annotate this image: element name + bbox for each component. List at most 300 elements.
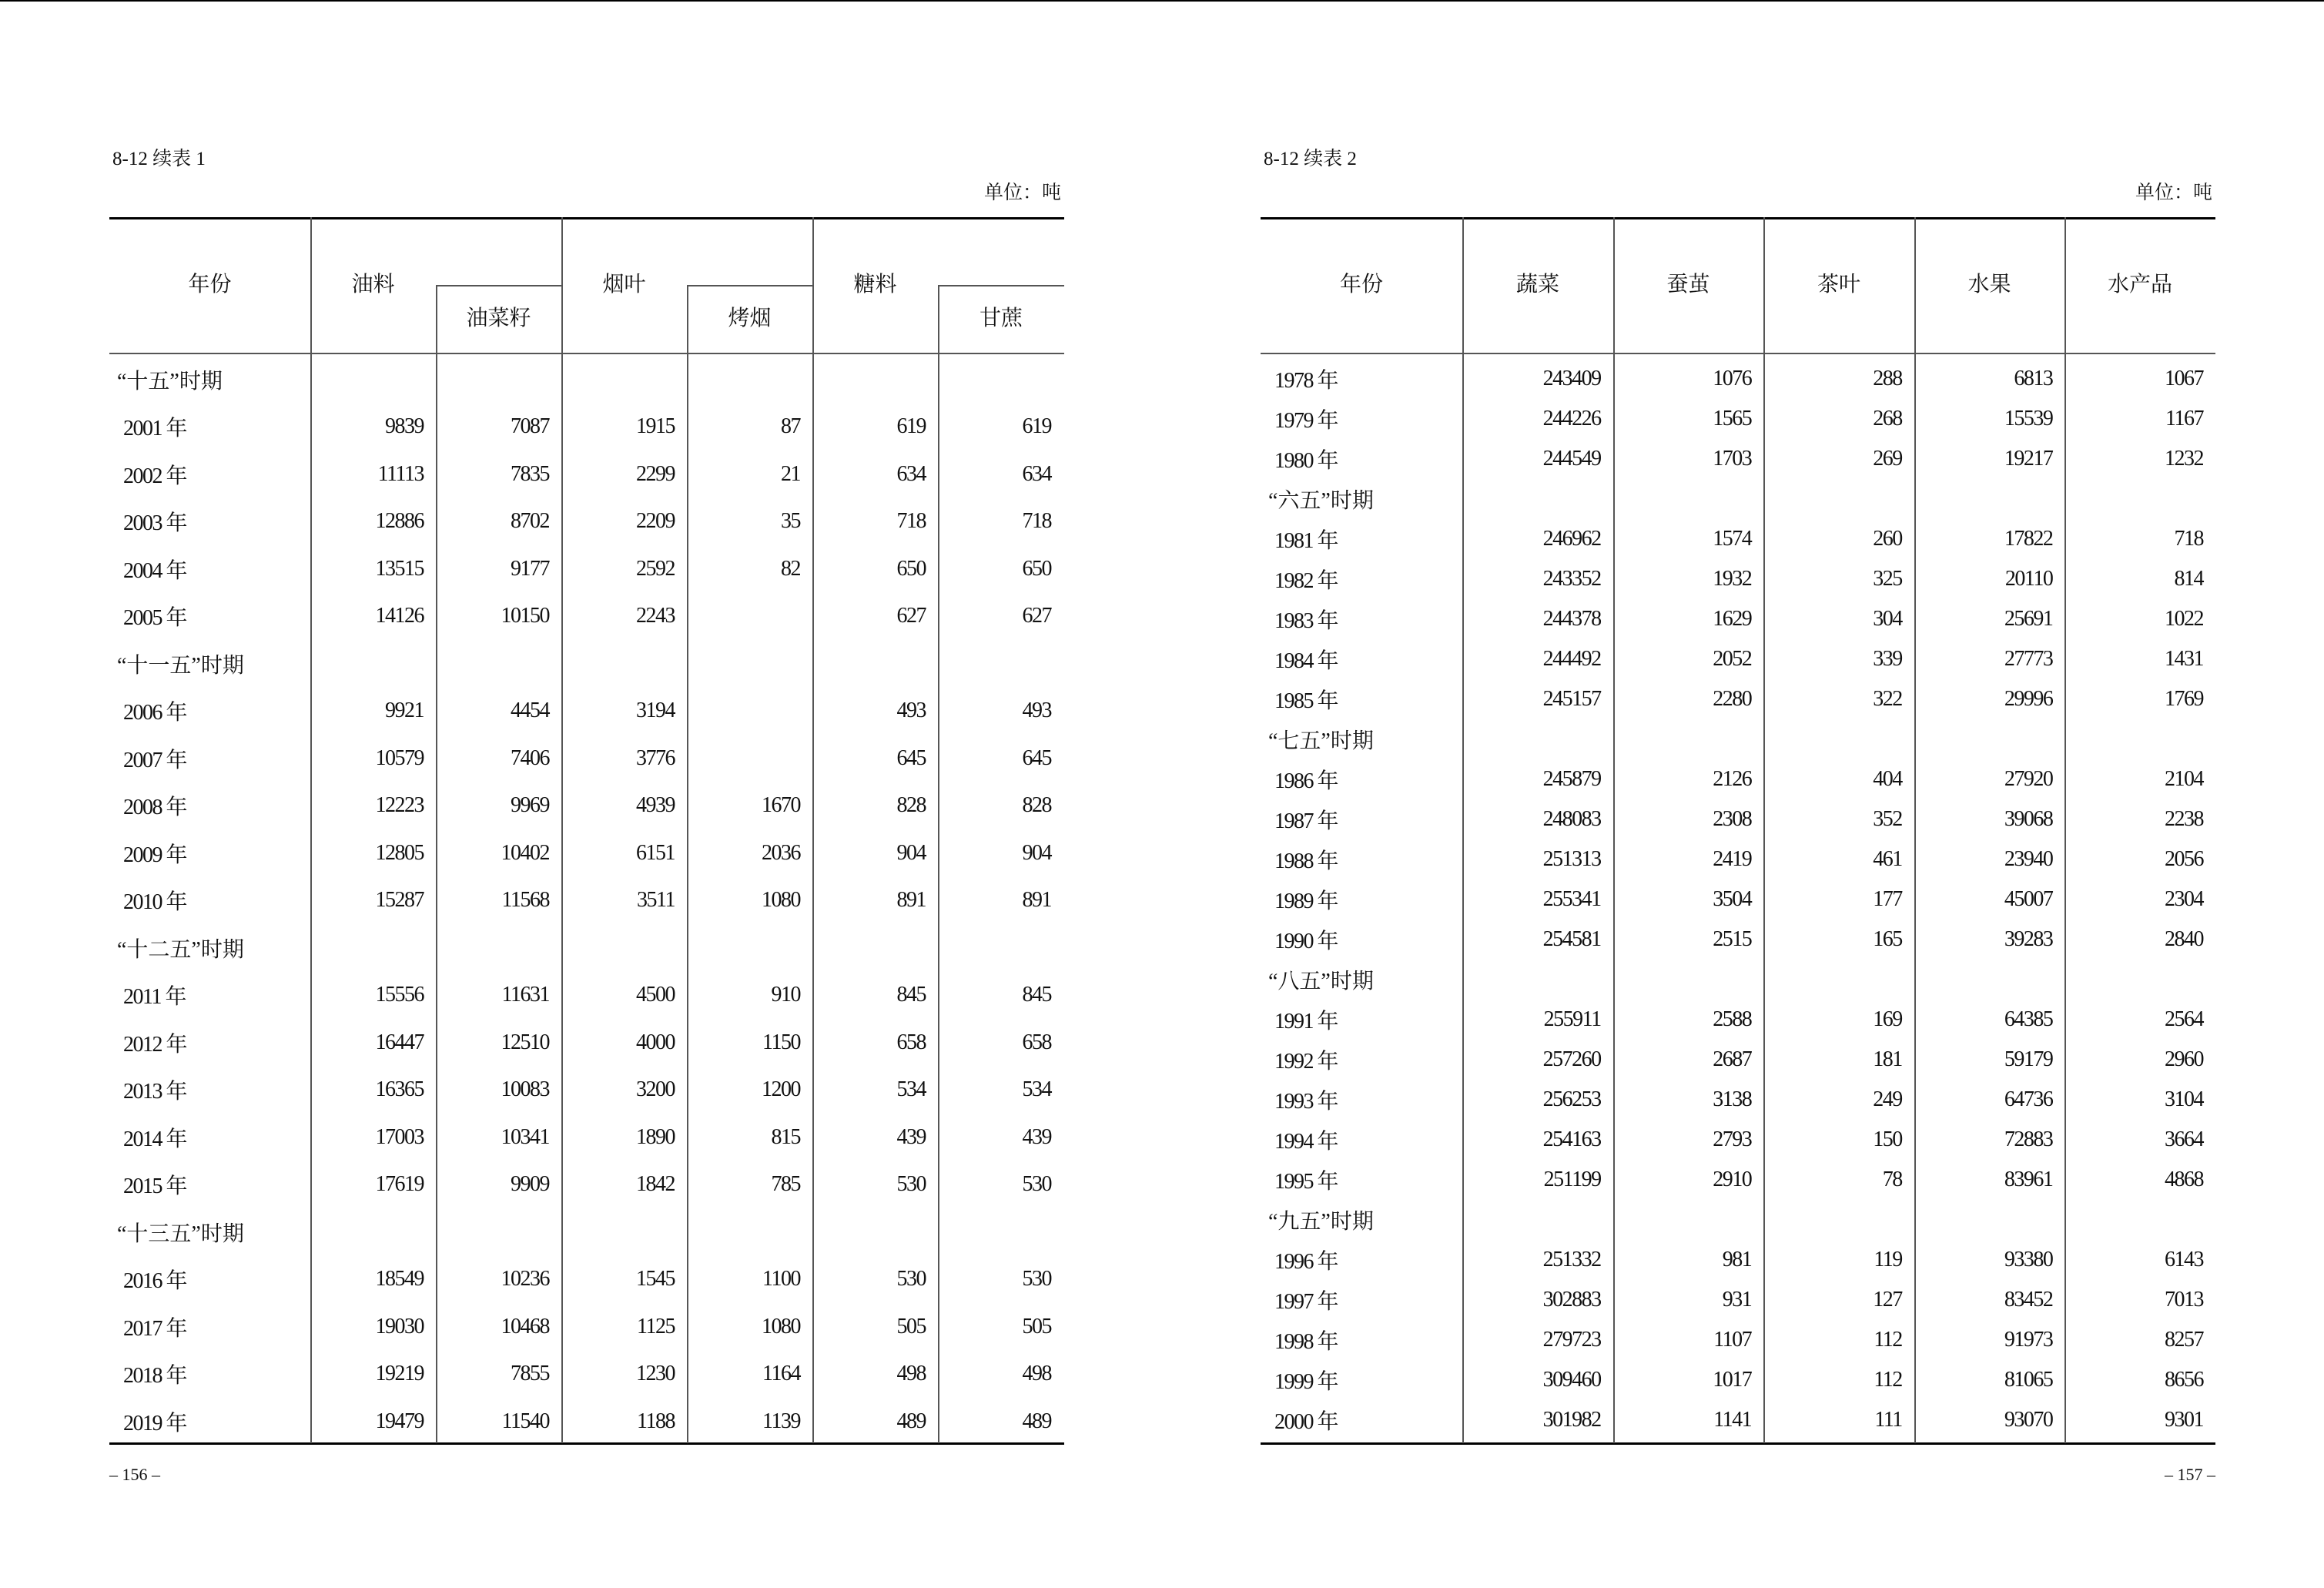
value-cell: 251332 <box>1542 1248 1601 1271</box>
table-row <box>1261 639 2215 679</box>
value-cell: 127 <box>1873 1288 1902 1312</box>
value-cell: 2304 <box>2164 887 2203 911</box>
table-row <box>1261 759 2215 799</box>
value-cell: 243409 <box>1542 367 1601 390</box>
year-cell: 1979 年 <box>1274 409 1338 433</box>
table-row <box>1261 1280 2215 1320</box>
period-group-row <box>1261 1200 2215 1240</box>
header-cocoons: 蚕茧 <box>1666 273 1710 296</box>
value-cell: 181 <box>1873 1047 1902 1071</box>
table-row <box>109 1351 1064 1399</box>
value-cell: 11568 <box>501 888 549 913</box>
value-cell: 245157 <box>1542 687 1601 711</box>
value-cell: 269 <box>1873 447 1902 471</box>
value-cell: 461 <box>1873 847 1902 871</box>
value-cell: 845 <box>896 983 926 1007</box>
value-cell: 19219 <box>375 1362 424 1386</box>
value-cell: 35 <box>781 509 800 534</box>
year-cell: 2009 年 <box>123 843 187 867</box>
value-cell: 255341 <box>1542 887 1601 911</box>
year-cell: 1988 年 <box>1274 849 1338 873</box>
period-label: “八五”时期 <box>1268 970 1374 993</box>
value-cell: 1107 <box>1713 1328 1752 1352</box>
value-cell: 1545 <box>636 1267 675 1292</box>
value-cell: 493 <box>1022 699 1051 723</box>
table-row <box>109 829 1064 877</box>
value-cell: 6151 <box>636 840 675 865</box>
table-row <box>109 1256 1064 1304</box>
value-cell: 10402 <box>501 840 549 865</box>
value-cell: 2419 <box>1713 847 1752 871</box>
value-cell: 2243 <box>636 604 675 628</box>
period-group-row <box>109 1208 1064 1256</box>
value-cell: 6143 <box>2164 1248 2203 1271</box>
year-cell: 2017 年 <box>123 1316 187 1341</box>
header-fruit: 水果 <box>1967 273 2011 296</box>
value-cell: 1164 <box>762 1362 800 1386</box>
value-cell: 78 <box>1882 1168 1902 1191</box>
value-cell: 2056 <box>2164 847 2203 871</box>
value-cell: 119 <box>1874 1248 1902 1271</box>
value-cell: 59179 <box>2004 1047 2053 1071</box>
value-cell: 15539 <box>2004 407 2053 431</box>
year-cell: 2002 年 <box>123 464 187 488</box>
value-cell: 29996 <box>2004 687 2053 711</box>
value-cell: 91973 <box>2004 1328 2053 1352</box>
value-cell: 39068 <box>2004 807 2053 831</box>
value-cell: 11540 <box>501 1409 549 1433</box>
header-sugarcane: 甘蔗 <box>979 307 1023 330</box>
year-cell: 1994 年 <box>1274 1130 1338 1154</box>
period-label: “十二五”时期 <box>117 937 244 962</box>
value-cell: 9921 <box>385 699 424 723</box>
year-cell: 2016 年 <box>123 1269 187 1294</box>
value-cell: 1670 <box>762 793 800 818</box>
value-cell: 256253 <box>1542 1087 1601 1111</box>
value-cell: 534 <box>896 1077 926 1102</box>
year-cell: 1987 年 <box>1274 809 1338 833</box>
year-cell: 2011 年 <box>123 985 186 1010</box>
header-tobacco: 烟叶 <box>602 273 646 296</box>
value-cell: 981 <box>1722 1248 1752 1271</box>
year-cell: 1998 年 <box>1274 1330 1338 1354</box>
value-cell: 2104 <box>2164 767 2203 791</box>
page-top-border <box>0 0 2324 2</box>
value-cell: 244492 <box>1542 647 1601 671</box>
value-cell: 81065 <box>2004 1368 2053 1392</box>
value-cell: 72883 <box>2004 1127 2053 1151</box>
table-top-rule <box>1261 217 2215 219</box>
value-cell: 8702 <box>511 509 549 534</box>
value-cell: 1100 <box>762 1267 800 1292</box>
header-vegetables: 蔬菜 <box>1515 273 1559 296</box>
value-cell: 17003 <box>375 1124 424 1149</box>
value-cell: 83961 <box>2004 1168 2053 1191</box>
value-cell: 16447 <box>375 1030 424 1054</box>
value-cell: 279723 <box>1542 1328 1601 1352</box>
value-cell: 112 <box>1874 1328 1902 1352</box>
table-title: 8-12 续表 2 <box>1264 149 1357 169</box>
header-tea: 茶叶 <box>1817 273 1860 296</box>
value-cell: 3511 <box>637 888 675 913</box>
header-year: 年份 <box>188 273 232 296</box>
value-cell: 111 <box>1874 1408 1902 1432</box>
year-cell: 1982 年 <box>1274 569 1338 593</box>
table-row <box>109 1019 1064 1067</box>
value-cell: 2209 <box>636 509 675 534</box>
period-label: “十一五”时期 <box>117 653 244 678</box>
value-cell: 634 <box>896 461 926 486</box>
table-row <box>1261 599 2215 639</box>
value-cell: 165 <box>1873 927 1902 951</box>
value-cell: 634 <box>1022 461 1051 486</box>
value-cell: 439 <box>1022 1124 1051 1149</box>
value-cell: 650 <box>896 556 926 581</box>
value-cell: 10579 <box>375 745 424 770</box>
value-cell: 325 <box>1873 567 1902 591</box>
value-cell: 489 <box>1022 1409 1051 1433</box>
value-cell: 3104 <box>2164 1087 2203 1111</box>
value-cell: 14126 <box>375 604 424 628</box>
value-cell: 1915 <box>636 414 675 439</box>
table-row <box>1261 1240 2215 1280</box>
table-row <box>109 1303 1064 1351</box>
value-cell: 505 <box>1022 1314 1051 1338</box>
value-cell: 718 <box>1022 509 1051 534</box>
value-cell: 1188 <box>637 1409 675 1433</box>
value-cell: 12886 <box>375 509 424 534</box>
value-cell: 7406 <box>511 745 549 770</box>
page-number: – 157 – <box>2165 1465 2215 1484</box>
table-row <box>109 404 1064 451</box>
value-cell: 2687 <box>1713 1047 1752 1071</box>
value-cell: 7013 <box>2164 1288 2203 1312</box>
value-cell: 1167 <box>2165 407 2203 431</box>
value-cell: 10236 <box>501 1267 549 1292</box>
value-cell: 2036 <box>762 840 800 865</box>
value-cell: 244226 <box>1542 407 1601 431</box>
header-oil: 油料 <box>351 273 395 296</box>
period-group-row <box>109 640 1064 688</box>
value-cell: 1842 <box>636 1172 675 1197</box>
value-cell: 251313 <box>1542 847 1601 871</box>
value-cell: 20110 <box>2004 567 2053 591</box>
table-row <box>1261 879 2215 920</box>
year-cell: 2001 年 <box>123 417 187 441</box>
table-row <box>109 1161 1064 1209</box>
value-cell: 1230 <box>636 1362 675 1386</box>
year-cell: 2014 年 <box>123 1127 187 1151</box>
value-cell: 530 <box>896 1172 926 1197</box>
value-cell: 2308 <box>1713 807 1752 831</box>
header-flue-cured-tobacco: 烤烟 <box>728 307 772 330</box>
value-cell: 15287 <box>375 888 424 913</box>
value-cell: 64385 <box>2004 1007 2053 1031</box>
value-cell: 39283 <box>2004 927 2053 951</box>
year-cell: 1999 年 <box>1274 1370 1338 1394</box>
value-cell: 2515 <box>1713 927 1752 951</box>
value-cell: 2280 <box>1713 687 1752 711</box>
year-cell: 2004 年 <box>123 558 187 583</box>
table-row <box>1261 1040 2215 1080</box>
year-cell: 1981 年 <box>1274 529 1338 553</box>
value-cell: 10150 <box>501 604 549 628</box>
table-row <box>109 1067 1064 1114</box>
value-cell: 260 <box>1873 527 1902 551</box>
table-row <box>1261 679 2215 719</box>
table-row <box>1261 920 2215 960</box>
value-cell: 12805 <box>375 840 424 865</box>
value-cell: 439 <box>896 1124 926 1149</box>
value-cell: 489 <box>896 1409 926 1433</box>
year-cell: 2012 年 <box>123 1032 187 1057</box>
value-cell: 19030 <box>375 1314 424 1338</box>
value-cell: 904 <box>896 840 926 865</box>
value-cell: 1080 <box>762 1314 800 1338</box>
value-cell: 1017 <box>1713 1368 1752 1392</box>
value-cell: 904 <box>1022 840 1051 865</box>
header-bottom-rule <box>109 353 1064 354</box>
period-group-row <box>1261 960 2215 1000</box>
value-cell: 627 <box>1022 604 1051 628</box>
value-cell: 1890 <box>636 1124 675 1149</box>
table-body <box>1261 359 2215 1440</box>
year-cell: 1984 年 <box>1274 649 1338 673</box>
value-cell: 645 <box>896 745 926 770</box>
period-label: “十五”时期 <box>117 369 223 394</box>
value-cell: 4000 <box>636 1030 675 1054</box>
table-row <box>109 498 1064 546</box>
table-row <box>109 877 1064 925</box>
year-cell: 1996 年 <box>1274 1250 1338 1274</box>
value-cell: 243352 <box>1542 567 1601 591</box>
value-cell: 2238 <box>2164 807 2203 831</box>
value-cell: 1141 <box>1713 1408 1752 1432</box>
value-cell: 1022 <box>2164 607 2203 631</box>
value-cell: 3138 <box>1713 1087 1752 1111</box>
table-row <box>1261 559 2215 599</box>
year-cell: 2013 年 <box>123 1080 187 1104</box>
value-cell: 27920 <box>2004 767 2053 791</box>
subheader-rule-sugar <box>938 285 1064 286</box>
value-cell: 246962 <box>1542 527 1601 551</box>
value-cell: 3504 <box>1713 887 1752 911</box>
value-cell: 8656 <box>2164 1368 2203 1392</box>
value-cell: 177 <box>1873 887 1902 911</box>
subheader-rule-oil <box>436 285 561 286</box>
table-row <box>1261 1080 2215 1120</box>
value-cell: 2592 <box>636 556 675 581</box>
value-cell: 619 <box>1022 414 1051 439</box>
table-row <box>109 782 1064 830</box>
value-cell: 650 <box>1022 556 1051 581</box>
value-cell: 254581 <box>1542 927 1601 951</box>
table-row <box>1261 359 2215 399</box>
value-cell: 19479 <box>375 1409 424 1433</box>
value-cell: 7087 <box>511 414 549 439</box>
value-cell: 301982 <box>1542 1408 1601 1432</box>
value-cell: 9969 <box>511 793 549 818</box>
value-cell: 530 <box>896 1267 926 1292</box>
year-cell: 1990 年 <box>1274 930 1338 953</box>
table-row <box>1261 799 2215 839</box>
value-cell: 112 <box>1874 1368 1902 1392</box>
table-row <box>1261 519 2215 559</box>
value-cell: 10083 <box>501 1077 549 1102</box>
value-cell: 45007 <box>2004 887 2053 911</box>
value-cell: 1125 <box>637 1314 675 1338</box>
period-label: “十三五”时期 <box>117 1221 244 1246</box>
value-cell: 248083 <box>1542 807 1601 831</box>
value-cell: 245879 <box>1542 767 1601 791</box>
value-cell: 150 <box>1873 1127 1902 1151</box>
value-cell: 1565 <box>1713 407 1752 431</box>
table-row <box>109 1114 1064 1161</box>
value-cell: 2052 <box>1713 647 1752 671</box>
value-cell: 1232 <box>2164 447 2203 471</box>
value-cell: 1139 <box>762 1409 800 1433</box>
value-cell: 7855 <box>511 1362 549 1386</box>
table-row <box>1261 839 2215 879</box>
value-cell: 309460 <box>1542 1368 1601 1392</box>
year-cell: 2007 年 <box>123 748 187 772</box>
value-cell: 530 <box>1022 1267 1051 1292</box>
value-cell: 255911 <box>1543 1007 1601 1031</box>
value-cell: 339 <box>1873 647 1902 671</box>
value-cell: 404 <box>1873 767 1902 791</box>
value-cell: 814 <box>2174 567 2203 591</box>
subheader-rule-tobacco <box>687 285 812 286</box>
value-cell: 1932 <box>1713 567 1752 591</box>
value-cell: 828 <box>896 793 926 818</box>
unit-label: 单位：吨 <box>2135 183 2212 203</box>
value-cell: 1629 <box>1713 607 1752 631</box>
value-cell: 12510 <box>501 1030 549 1054</box>
value-cell: 3194 <box>636 699 675 723</box>
value-cell: 493 <box>896 699 926 723</box>
value-cell: 9177 <box>511 556 549 581</box>
table-row <box>1261 1000 2215 1040</box>
value-cell: 1200 <box>762 1077 800 1102</box>
table-row <box>1261 1160 2215 1200</box>
value-cell: 891 <box>896 888 926 913</box>
value-cell: 931 <box>1722 1288 1752 1312</box>
year-cell: 1985 年 <box>1274 689 1338 713</box>
value-cell: 8257 <box>2164 1328 2203 1352</box>
value-cell: 12223 <box>375 793 424 818</box>
period-group-row <box>109 356 1064 404</box>
value-cell: 304 <box>1873 607 1902 631</box>
year-cell: 1978 年 <box>1274 369 1338 393</box>
value-cell: 288 <box>1873 367 1902 390</box>
year-cell: 2019 年 <box>123 1411 187 1436</box>
value-cell: 3776 <box>636 745 675 770</box>
value-cell: 244549 <box>1542 447 1601 471</box>
year-cell: 1997 年 <box>1274 1290 1338 1314</box>
value-cell: 169 <box>1873 1007 1902 1031</box>
value-cell: 9839 <box>385 414 424 439</box>
unit-label: 单位：吨 <box>983 183 1061 203</box>
value-cell: 4868 <box>2164 1168 2203 1191</box>
value-cell: 828 <box>1022 793 1051 818</box>
value-cell: 13515 <box>375 556 424 581</box>
table-row <box>109 545 1064 593</box>
value-cell: 64736 <box>2004 1087 2053 1111</box>
table-row <box>1261 439 2215 479</box>
year-cell: 2006 年 <box>123 701 187 725</box>
table-row <box>1261 1320 2215 1360</box>
value-cell: 815 <box>771 1124 800 1149</box>
value-cell: 19217 <box>2004 447 2053 471</box>
table-row <box>1261 1120 2215 1160</box>
value-cell: 6813 <box>2014 367 2053 390</box>
value-cell: 2126 <box>1713 767 1752 791</box>
year-cell: 1980 年 <box>1274 449 1338 473</box>
value-cell: 627 <box>896 604 926 628</box>
period-group-row <box>1261 719 2215 759</box>
period-label: “七五”时期 <box>1268 729 1374 753</box>
year-cell: 2018 年 <box>123 1364 187 1389</box>
value-cell: 658 <box>1022 1030 1051 1054</box>
year-cell: 1989 年 <box>1274 889 1338 913</box>
table-row <box>109 688 1064 735</box>
value-cell: 93380 <box>2004 1248 2053 1271</box>
value-cell: 505 <box>896 1314 926 1338</box>
value-cell: 1080 <box>762 888 800 913</box>
value-cell: 9909 <box>511 1172 549 1197</box>
value-cell: 1150 <box>762 1030 800 1054</box>
year-cell: 2010 年 <box>123 890 187 915</box>
value-cell: 251199 <box>1543 1168 1601 1191</box>
year-cell: 1983 年 <box>1274 609 1338 633</box>
value-cell: 87 <box>781 414 800 439</box>
value-cell: 718 <box>2174 527 2203 551</box>
value-cell: 2564 <box>2164 1007 2203 1031</box>
value-cell: 1703 <box>1713 447 1752 471</box>
value-cell: 25691 <box>2004 607 2053 631</box>
value-cell: 7835 <box>511 461 549 486</box>
value-cell: 1067 <box>2164 367 2203 390</box>
value-cell: 93070 <box>2004 1408 2053 1432</box>
table-row <box>109 1398 1064 1446</box>
year-cell: 2003 年 <box>123 511 187 536</box>
value-cell: 2299 <box>636 461 675 486</box>
table-title: 8-12 续表 1 <box>112 149 206 169</box>
value-cell: 18549 <box>375 1267 424 1292</box>
value-cell: 3200 <box>636 1077 675 1102</box>
period-label: “六五”时期 <box>1268 489 1374 513</box>
value-cell: 257260 <box>1542 1047 1601 1071</box>
value-cell: 718 <box>896 509 926 534</box>
year-cell: 1995 年 <box>1274 1170 1338 1194</box>
value-cell: 322 <box>1873 687 1902 711</box>
value-cell: 254163 <box>1542 1127 1601 1151</box>
value-cell: 82 <box>781 556 800 581</box>
header-bottom-rule <box>1261 353 2215 354</box>
value-cell: 15556 <box>375 983 424 1007</box>
value-cell: 17619 <box>375 1172 424 1197</box>
value-cell: 11113 <box>377 461 424 486</box>
table-row <box>109 593 1064 641</box>
value-cell: 1769 <box>2164 687 2203 711</box>
year-cell: 2015 年 <box>123 1174 187 1199</box>
table-row <box>109 735 1064 782</box>
value-cell: 1431 <box>2164 647 2203 671</box>
value-cell: 2588 <box>1713 1007 1752 1031</box>
value-cell: 785 <box>771 1172 800 1197</box>
header-sugar: 糖料 <box>853 273 897 296</box>
value-cell: 23940 <box>2004 847 2053 871</box>
